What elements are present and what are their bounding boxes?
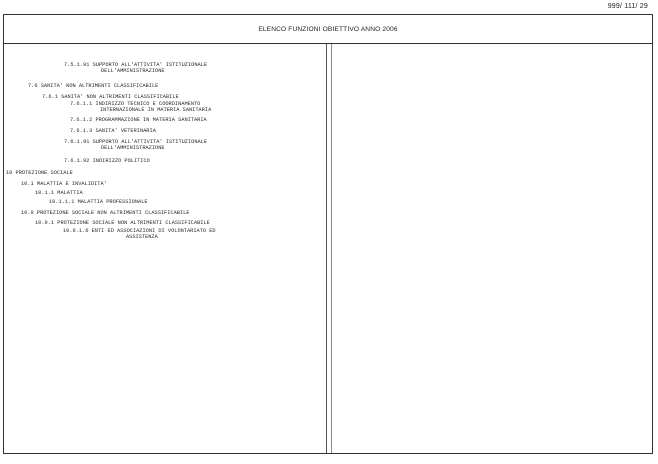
item-code: 10.1.1 (35, 190, 55, 196)
column-divider (326, 44, 327, 453)
item-label: PROTEZIONE SOCIALE NON ALTRIMENTI CLASSIFICABILE (36, 210, 190, 216)
item-code: 7.6.1.2 (70, 117, 93, 123)
item-label: MALATTIA (57, 190, 83, 196)
list-item (70, 128, 156, 134)
item-label: MALATTIA E INVALIDITA' (36, 181, 107, 187)
right-column (331, 44, 652, 453)
item-label: INDIRIZZO TECNICO E COORDINAMENTO (95, 101, 201, 107)
function-list (4, 15, 324, 455)
item-label: SUPPORTO ALL'ATTIVITA' ISTITUZIONALE (92, 139, 208, 145)
page-number: 999/ 111/ 29 (607, 3, 648, 10)
item-code: 10 (6, 170, 13, 176)
item-label: MALATTIA PROFESSIONALE (77, 199, 148, 205)
item-code: 10.1 (21, 181, 34, 187)
item-label: PROGRAMMAZIONE IN MATERIA SANITARIA (95, 117, 207, 123)
item-label: PROTEZIONE SOCIALE (15, 170, 73, 176)
document-frame (3, 14, 653, 454)
item-label-continuation: ASSISTENZA (126, 234, 158, 241)
document-title: ELENCO FUNZIONI OBIETTIVO ANNO 2006 (258, 25, 398, 33)
item-label: SANITA' NON ALTRIMENTI CLASSIFICABILE (40, 83, 159, 89)
item-code: 10.9.1.6 (63, 228, 89, 234)
list-item (70, 101, 212, 114)
item-code: 7.6.1.91 (64, 139, 90, 145)
item-code: 7.6.1.92 (64, 158, 90, 164)
item-label: INDIRIZZO POLITICO (92, 158, 150, 164)
item-code: 7.6.1.1 (70, 101, 93, 107)
list-item (64, 62, 208, 75)
item-label: SANITA' VETERINARIA (95, 128, 156, 134)
item-code: 10.9 (21, 210, 34, 216)
item-label: SANITA' NON ALTRIMENTI CLASSIFICABILE (61, 94, 179, 100)
item-code: 10.9.1 (35, 220, 55, 226)
list-item (63, 228, 216, 241)
item-code: 7.6.1.3 (70, 128, 93, 134)
item-code: 7.6.1 (42, 94, 58, 100)
list-item (64, 139, 208, 152)
list-item (64, 158, 150, 164)
list-item (6, 170, 73, 176)
item-code: 7.6 (28, 83, 38, 89)
item-code: 7.5.1.91 (64, 62, 90, 68)
item-label: PROTEZIONE SOCIALE NON ALTRIMENTI CLASSIFICABILE (57, 220, 210, 226)
list-item (35, 220, 210, 226)
item-code: 10.1.1.1 (49, 199, 75, 205)
list-item (49, 199, 148, 205)
item-label-continuation: DELL'AMMINISTRAZIONE (101, 68, 165, 75)
item-label-continuation: INTERNAZIONALE IN MATERIA SANITARIA (100, 107, 212, 114)
list-item (42, 94, 179, 100)
list-item (28, 83, 158, 89)
item-label: SUPPORTO ALL'ATTIVITA' ISTITUZIONALE (92, 62, 208, 68)
list-item (35, 190, 83, 196)
list-item (70, 117, 207, 123)
item-label-continuation: DELL'AMMINISTRAZIONE (101, 145, 165, 152)
item-label: ENTI ED ASSOCIAZIONI DI VOLONTARIATO ED (91, 228, 216, 234)
list-item (21, 210, 189, 216)
list-item (21, 181, 107, 187)
